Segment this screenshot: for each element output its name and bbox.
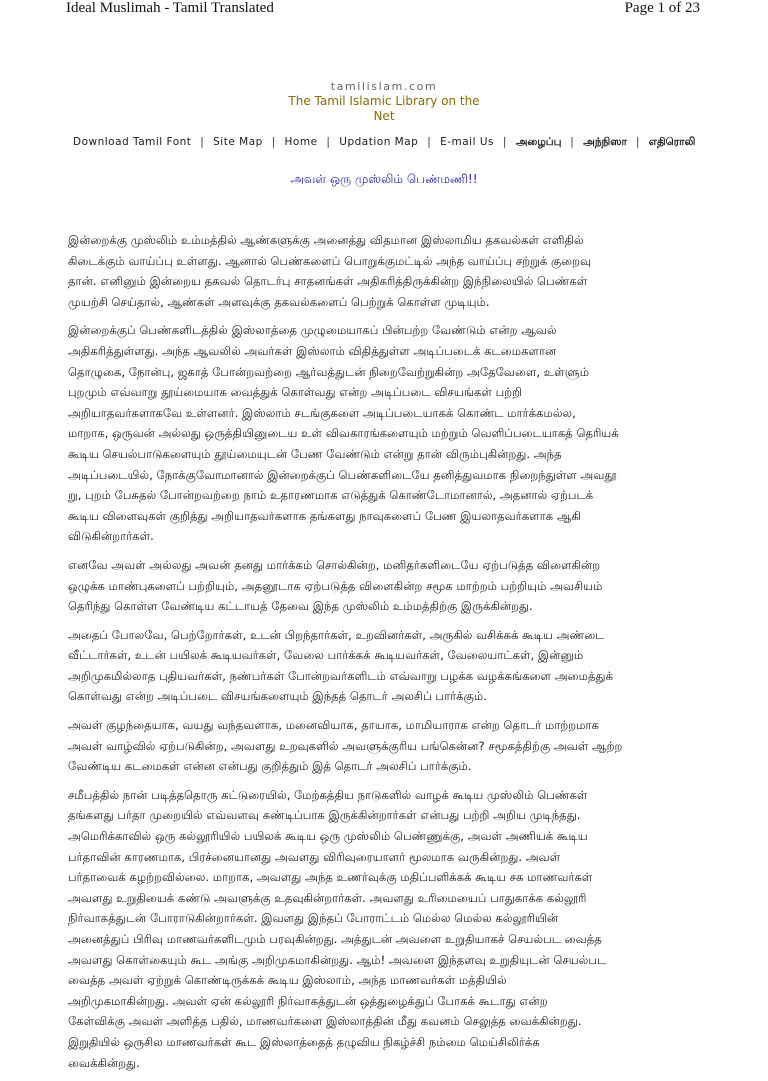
article-paragraph [68,715,698,777]
paragraph-line: அடிப்படையில், நோக்குவோமானால் இன்றைக்குப் பெண்களிடையே தனித்துவமாக நிறைந்துள்ள அவதூ [68,467,617,482]
nav-separator: | [271,136,276,148]
nav-separator: | [200,136,205,148]
paragraph-line: இன்றைக்கு முஸ்லிம் உம்மத்தில் ஆண்களுக்கு அனைத்து விதமான இஸ்லாமிய தகவல்கள் எளிதில் [68,233,584,247]
paragraph-line: இன்றைக்குப் பெண்களிடத்தில் இஸ்லாத்தை முழுமையாகப் பின்பற்ற வேண்டும் என்ற ஆவல் [68,323,557,338]
paragraph-line: று, புறம் பேசுதல் போன்றவற்றை நாம் உதாரணமாக எடுத்துக் கொண்டோமானால், அதனால் ஏற்படக் [68,488,594,503]
article-title: அவள் ஒரு முஸ்லிம் பெண்மணி!! [290,172,478,186]
nav-link-email-us[interactable]: E-mail Us [440,136,494,148]
paragraph-line: அதிகரித்துள்ளது. அந்த ஆவலில் அவர்கள் இஸ்லாம் விதித்துள்ள அடிப்படைக் கடமைகளான [68,343,557,358]
paragraph-line: விடுகின்றார்கள். [68,529,154,544]
site-tagline-line: The Tamil Islamic Library on the [288,94,480,108]
paragraph-line: எனவே அவள் அல்லது அவன் தனது மார்க்கம் சொல்கின்ற, மனிதர்களிடையே ஏற்படுத்த விளைகின்ற [68,557,601,572]
article-body [68,230,698,1081]
nav-separator: | [502,136,507,148]
nav-link-updation-map[interactable]: Updation Map [339,136,419,148]
article-paragraph [68,625,698,707]
paragraph-line: சமீபத்தில் நான் படித்ததொரு கட்டுரையில், மேற்கத்திய நாடுகளில் வாழக் கூடிய முஸ்லிம் பெண்கள் [68,787,588,802]
paragraph-line: முயற்சி செய்தால், ஆண்கள் அளவுக்கு தகவல்களைப் பெற்றுக் கொள்ள முடியும். [68,294,490,309]
nav-separator: | [427,136,432,148]
site-tagline-line: Net [373,109,395,123]
paragraph-line: அவள் குழந்தையாக, வயது வந்தவளாக, மனைவியாக, தாயாக, மாமியாராக என்ற தொடர் மாற்றமாக [68,718,599,733]
document-title: Ideal Muslimah - Tamil Translated [66,0,274,16]
paragraph-line: வைத்த அவள் ஏற்றுக் கொண்டிருக்கக் கூடிய இஸ்லாம், அந்த மாணவர்கள் மத்தியில் [68,973,507,988]
article-paragraph [68,785,698,1073]
print-header [0,0,768,20]
paragraph-line: கூடிய செயல்பாடுகளையும் தூய்மையுடன் பேண வேண்டும் என்று தான் விரும்புகின்றது. அந்த [68,446,562,461]
paragraph-line: தங்களது பர்தா முறையில் எவ்வளவு கண்டிப்பாக இருக்கின்றார்கள் என்பது பற்றி அறிய முடிந்தது. [68,808,581,823]
paragraph-line: அதைப் போலவே, பெற்றோர்கள், உடன் பிறந்தார்கள், உறவினர்கள், அருகில் வசிக்கக் கூடிய அண்டை [68,627,605,642]
site-navigation [73,136,713,152]
paragraph-line: தெரிந்து கொள்ள வேண்டிய கட்டாயத் தேவை இந்த முஸ்லிம் உம்மத்திற்கு இருக்கின்றது. [68,599,533,614]
paragraph-line: அனைத்துப் பிரிவு மாணவர்களிடமும் பரவுகின்றது. அத்துடன் அவளை உறுதியாகச் செயல்பட வைத்த [68,932,602,946]
nav-separator: | [570,136,575,148]
paragraph-line: அறிமுகமாகின்றது. அவள் ஏன் கல்லூரி நிர்வாகத்துடன் ஒத்துழைக்துப் போகக் கூடாது என்ற [68,993,548,1008]
article-paragraph [68,230,698,312]
nav-link-ethiroli[interactable]: எதிரொலி [648,136,696,148]
paragraph-line: கேள்விக்கு அவள் அளித்த பதில், மாணவர்களை இஸ்லாத்தின் மீது கவனம் செலுத்த வைக்கின்றது. [68,1014,582,1029]
paragraph-line: வீட்டார்கள், உடன் பயிலக் கூடியவர்கள், வேலை பார்க்கக் கூடியவர்கள், வேலையாட்கள், இன்னும் [68,648,584,663]
paragraph-line: அறிமுகமில்லாத புதியவர்கள், நண்பர்கள் போன்றவர்களிடம் எவ்வாறு பழக்க வழக்கங்களை அமைத்துக் [68,668,613,683]
nav-link-site-map[interactable]: Site Map [213,136,263,148]
paragraph-line: கொள்வது என்ற அடிப்படை விசயங்களையும் இந்தத் தொடர் அலசிப் பார்க்கும். [68,689,487,704]
paragraph-line: அவள் வாழ்வில் ஏற்படுகின்ற, அவளது உறவுகளில் அவளுக்குரிய பங்கென்ன? சமூகத்திற்கு அவள் ஆற்ற [68,738,623,753]
nav-link-download-tamil-font[interactable]: Download Tamil Font [73,136,192,148]
nav-link-annisa[interactable]: அந்நிஸா [583,136,628,148]
paragraph-line: வைக்கின்றது. [68,1055,140,1070]
paragraph-line: கூடிய விளைவுகள் குறித்து அறியாதவர்களாக தங்களது நாவுகளைப் பேண இயலாதவர்களாக ஆகி [68,508,582,523]
paragraph-line: வேண்டிய கடமைகள் என்ன என்பது குறித்தும் இத் தொடர் அலசிப் பார்க்கும். [68,759,472,774]
article-paragraph [68,555,698,617]
paragraph-line: அறியாதவர்களாகவே உள்ளனர். இஸ்லாம் சடங்குகளை அடிப்படையாகக் கொண்ட மார்க்கமல்ல, [68,405,576,420]
site-header [0,80,768,124]
site-tagline [0,94,768,124]
paragraph-line: ஒழுக்க மாண்புகளைப் பற்றியும், அதனூடாக ஏற்படுத்த விளைகின்ற சமூக மாற்றம் பற்றியும் அவசியம் [68,578,603,593]
nav-separator: | [326,136,331,148]
nav-link-azhaippu[interactable]: அழைப்பு [515,136,562,148]
paragraph-line: அமெரிக்காவில் ஒரு கல்லூரியில் பயிலக் கூடிய ஒரு முஸ்லிம் பெண்ணுக்கு, அவள் அணியக் கூடிய [68,829,588,844]
paragraph-line: தான். எனினும் இன்றைய தகவல் தொடர்பு சாதனங்கள் அதிகரித்திருக்கின்ற இந்நிலையில் பெண்கள் [68,274,588,289]
paragraph-line: தொழுகை, நோன்பு, ஜகாத் போன்றவற்றை ஆர்வத்துடன் நிறைவேற்றுகின்ற அதேவேளை, உள்ளும் [68,364,590,379]
nav-separator: | [635,136,640,148]
paragraph-line: பர்தாவின் காரணமாக, பிரச்னையானது அவளது விரிவுரையாளர் மூலமாக வருகின்றது. அவள் [68,849,561,864]
paragraph-line: மாறாக, ஒருவன் அல்லது ஒருத்தியினுடைய உள் விவகாரங்களையும் மற்றும் வெளிப்படையாகத் தெரியக் [68,426,619,441]
paragraph-line: இறுதியில் ஒருசில மாணவர்கள் கூட இஸ்லாத்தைத் தழுவிய நிகழ்ச்சி நம்மை மெய்சிலிர்க்க [68,1034,540,1049]
nav-link-home[interactable]: Home [284,136,318,148]
paragraph-line: பர்தாவைக் கழற்றவில்லை. மாறாக, அவளது அந்த உணர்வுக்கு மதிப்பளிக்கக் கூடிய சக மாணவர்கள் [68,870,593,885]
article-paragraph [68,320,698,547]
paragraph-line: அவளது கொள்கையும் கூட அங்கு அறிமுகமாகின்றது. ஆம்! அவளை இந்தளவு உறுதியுடன் செயல்பட [68,952,607,967]
page-indicator: Page 1 of 23 [624,0,700,16]
paragraph-line: நிர்வாகத்துடன் போராடுகின்றார்கள். இவளது இந்தப் போராட்டம் மெல்ல மெல்ல கல்லூரியின் [68,911,559,926]
paragraph-line: அவளது உறுதியைக் கண்டு அவளுக்கு உதவுகின்றார்கள். அவளது உரிமையைப் பாதுகாக்க கல்லூரி [68,890,587,905]
site-domain[interactable]: tamilislam.com [330,80,438,93]
paragraph-line: புறமும் எவ்வாறு தூய்மையாக வைத்துக் கொள்வது என்ற அடிப்படை விசயங்கள் பற்றி [68,385,523,400]
paragraph-line: கிடைக்கும் வாய்ப்பு உள்ளது. ஆனால் பெண்களைப் பொறுக்குமட்டில் அந்த வாய்ப்பு சற்றுக் குறைவு [68,253,592,268]
